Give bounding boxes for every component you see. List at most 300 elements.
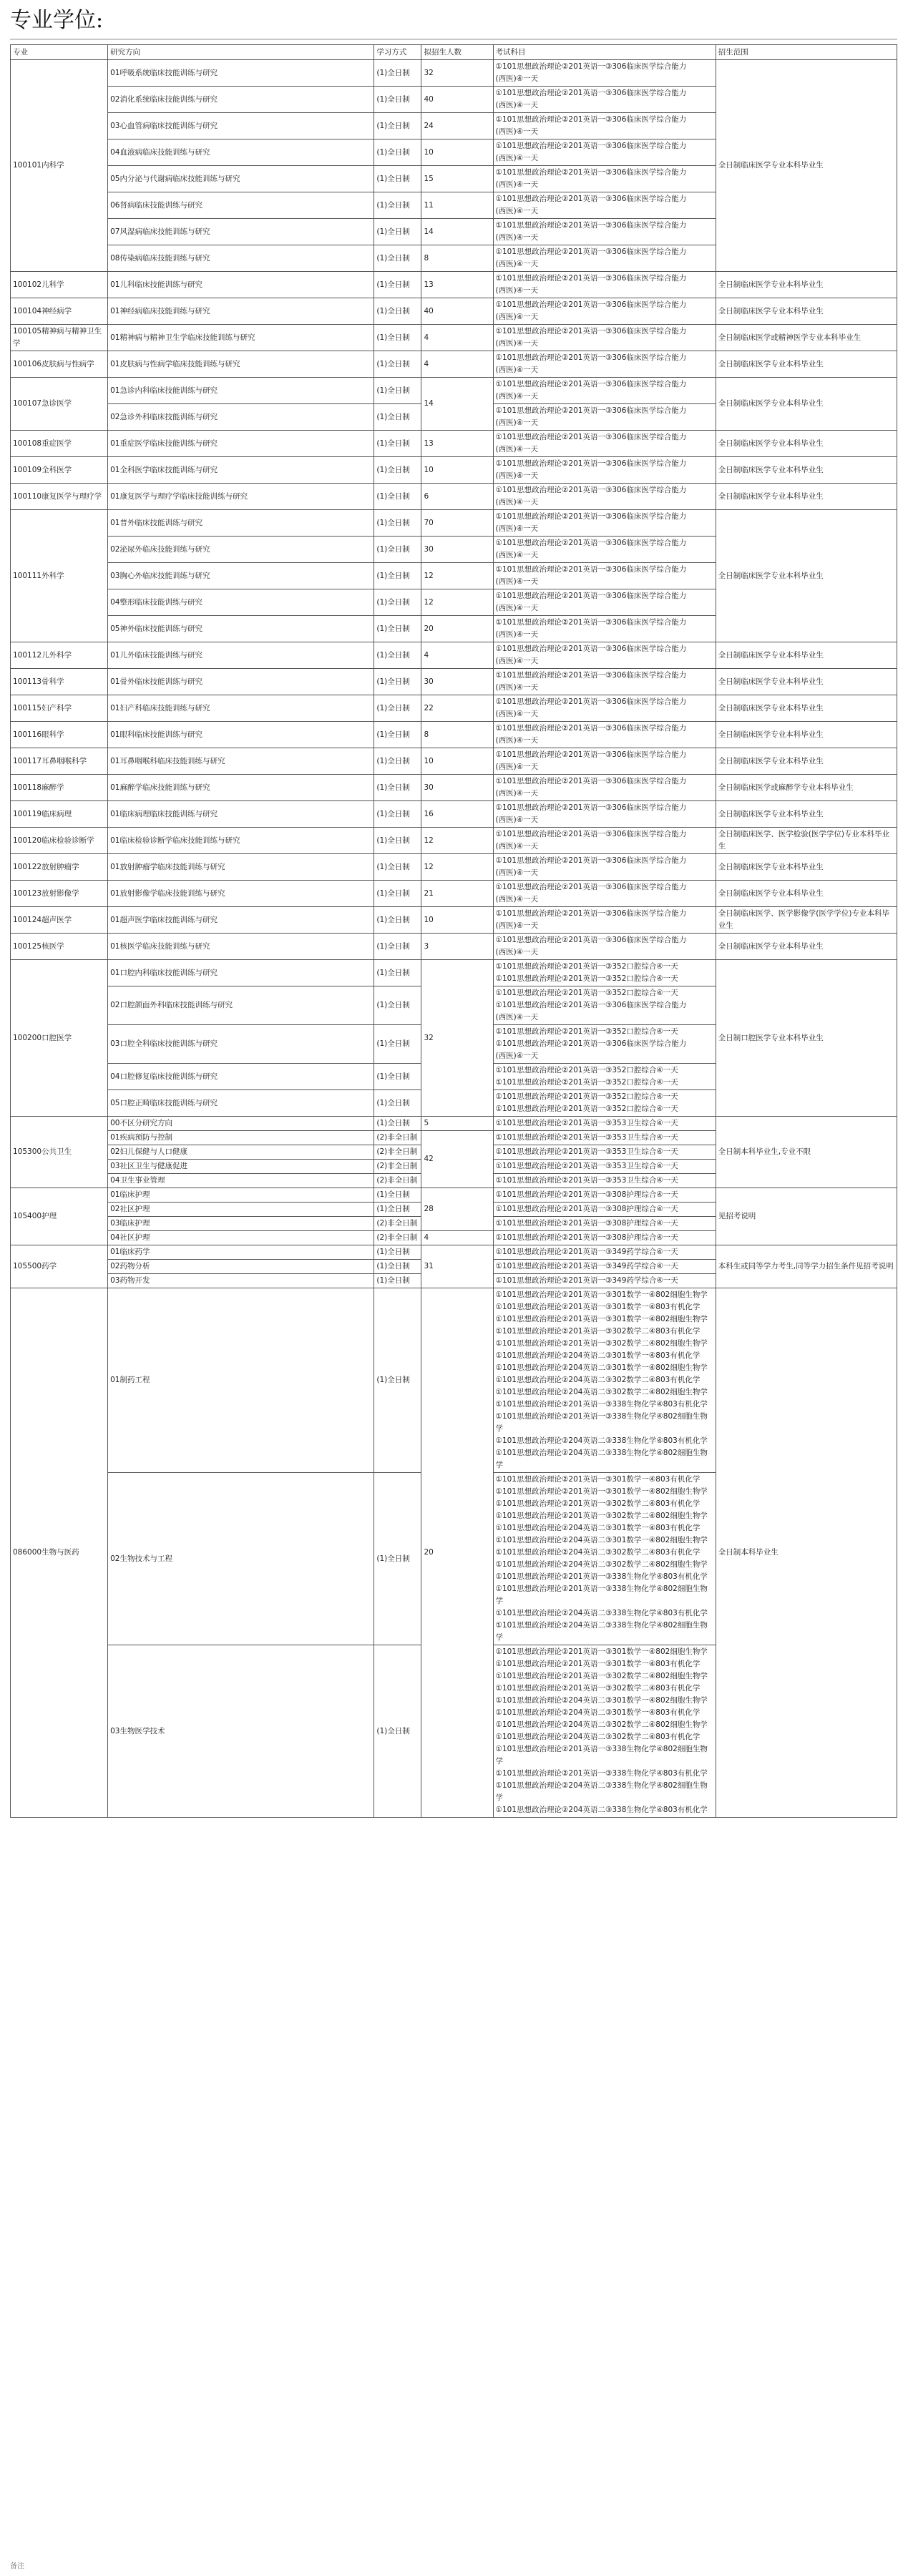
enrollment-scope-cell: 全日制本科毕业生 [716, 1288, 897, 1818]
exam-subject-line: ①101思想政治理论②201英语一③301数学一④803有机化学 [495, 1303, 700, 1311]
enrollment-scope-cell: 全日制临床医学专业本科毕业生 [716, 722, 897, 748]
direction-cell: 07风湿病临床技能训练与研究 [108, 219, 374, 245]
exam-subject-line: ①101思想政治理论②201英语一③306临床医学综合能力 [495, 221, 687, 230]
major-cell: 100107急诊医学 [11, 378, 108, 431]
direction-cell: 03口腔全科临床技能训练与研究 [108, 1025, 374, 1064]
study-mode-cell: (2)非全日制 [374, 1217, 421, 1231]
study-mode-cell: (1)全日制 [374, 1090, 421, 1117]
exam-subject-line: ①101思想政治理论②201英语一③353卫生综合④一天 [495, 1176, 678, 1185]
exam-subject-line: ①101思想政治理论②204英语二③302数学二④802细胞生物学 [495, 1560, 708, 1569]
exam-subject-line: ①101思想政治理论②201英语一③306临床医学综合能力 [495, 671, 687, 680]
table-row [11, 775, 897, 801]
enrollment-scope-cell: 本科生或同等学力考生,同等学力招生条件见招考说明 [716, 1245, 897, 1288]
quota-cell: 4 [421, 642, 493, 669]
exam-subjects-cell [493, 1145, 716, 1160]
direction-cell: 01妇产科临床技能训练与研究 [108, 695, 374, 722]
exam-subject-line: ①101思想政治理论②201英语一③306临床医学综合能力 [495, 539, 687, 547]
major-cell: 100115妇产科学 [11, 695, 108, 722]
study-mode-cell: (1)全日制 [374, 192, 421, 219]
study-mode-cell: (1)全日制 [374, 60, 421, 87]
quota-cell: 30 [421, 669, 493, 695]
exam-subjects-cell [493, 1174, 716, 1188]
quota-cell: 40 [421, 87, 493, 113]
quota-cell: 20 [421, 616, 493, 642]
direction-cell: 01耳鼻咽喉科临床技能训练与研究 [108, 748, 374, 775]
direction-cell: 02生物技术与工程 [108, 1473, 374, 1645]
exam-subjects-cell [493, 272, 716, 298]
table-row [11, 669, 897, 695]
exam-subject-line: (西医)④一天 [495, 948, 539, 956]
study-mode-cell: (1)全日制 [374, 457, 421, 484]
study-mode-cell: (2)非全日制 [374, 1174, 421, 1188]
exam-subject-line: ①101思想政治理论②201英语一③352口腔综合④一天 [495, 989, 678, 997]
quota-cell: 6 [421, 484, 493, 510]
exam-subject-line: ①101思想政治理论②201英语一③302数学二④802细胞生物学 [495, 1672, 708, 1680]
exam-subjects-cell [493, 669, 716, 695]
direction-cell: 01普外临床技能训练与研究 [108, 510, 374, 537]
study-mode-cell: (1)全日制 [374, 378, 421, 404]
exam-subject-line: (西医)④一天 [495, 789, 539, 798]
direction-cell: 01超声医学临床技能训练与研究 [108, 907, 374, 934]
exam-subject-line: ①101思想政治理论②201英语一③338生物化学④803有机化学 [495, 1400, 708, 1409]
exam-subjects-cell [493, 537, 716, 563]
table-row [11, 934, 897, 960]
exam-subject-line: (西医)④一天 [495, 1013, 539, 1022]
study-mode-cell: (1)全日制 [374, 616, 421, 642]
study-mode-cell: (1)全日制 [374, 298, 421, 325]
direction-cell: 01重症医学临床技能训练与研究 [108, 431, 374, 457]
direction-cell: 03心血管病临床技能训练与研究 [108, 113, 374, 139]
quota-cell: 5 [421, 1117, 493, 1131]
exam-subject-line: ①101思想政治理论②201英语一③306临床医学综合能力 [495, 565, 687, 574]
study-mode-cell: (1)全日制 [374, 589, 421, 616]
study-mode-cell: (1)全日制 [374, 960, 421, 986]
major-cell: 100122放射肿瘤学 [11, 854, 108, 881]
exam-subject-line: ①101思想政治理论②201英语一③353卫生综合④一天 [495, 1119, 678, 1127]
direction-cell: 02急诊外科临床技能训练与研究 [108, 404, 374, 431]
study-mode-cell: (1)全日制 [374, 986, 421, 1025]
study-mode-cell: (1)全日制 [374, 325, 421, 351]
quota-cell: 42 [421, 1131, 493, 1188]
direction-cell: 03胸心外临床技能训练与研究 [108, 563, 374, 589]
exam-subject-line: (西医)④一天 [495, 313, 539, 321]
major-cell: 100111外科学 [11, 510, 108, 642]
exam-subject-line: (西医)④一天 [495, 339, 539, 348]
exam-subjects-cell [493, 510, 716, 537]
enrollment-scope-cell: 全日制口腔医学专业本科毕业生 [716, 960, 897, 1117]
direction-cell: 01皮肤病与性病学临床技能训练与研究 [108, 351, 374, 378]
exam-subjects-cell [493, 1090, 716, 1117]
exam-subject-line: ①101思想政治理论②204英语二③301数学一④803有机化学 [495, 1351, 700, 1360]
exam-subject-line: ①101思想政治理论②201英语一③301数学一④802细胞生物学 [495, 1647, 708, 1656]
direction-cell: 01急诊内科临床技能训练与研究 [108, 378, 374, 404]
study-mode-cell: (1)全日制 [374, 563, 421, 589]
exam-subject-line: ①101思想政治理论②201英语一③306临床医学综合能力 [495, 803, 687, 812]
enrollment-scope-cell: 全日制临床医学、医学影像学(医学学位)专业本科毕业生 [716, 907, 897, 934]
direction-cell: 05内分泌与代谢病临床技能训练与研究 [108, 166, 374, 192]
exam-subjects-cell [493, 642, 716, 669]
exam-subject-line: ①101思想政治理论②201英语一③352口腔综合④一天 [495, 962, 678, 971]
direction-cell: 01临床病理临床技能训练与研究 [108, 801, 374, 828]
quota-cell: 14 [421, 378, 493, 431]
exam-subject-line: ①101思想政治理论②201英语一③306临床医学综合能力 [495, 380, 687, 388]
exam-subject-line: (西医)④一天 [495, 392, 539, 401]
exam-subject-line: ①101思想政治理论②201英语一③306临床医学综合能力 [495, 115, 687, 124]
study-mode-cell: (1)全日制 [374, 1117, 421, 1131]
quota-cell: 4 [421, 1231, 493, 1245]
major-cell: 100112儿外科学 [11, 642, 108, 669]
table-row [11, 854, 897, 881]
exam-subjects-cell [493, 325, 716, 351]
exam-subjects-cell [493, 60, 716, 87]
enrollment-scope-cell: 全日制临床医学专业本科毕业生 [716, 748, 897, 775]
direction-cell: 01麻醉学临床技能训练与研究 [108, 775, 374, 801]
exam-subject-line: (西医)④一天 [495, 736, 539, 745]
exam-subject-line: (西医)④一天 [495, 816, 539, 824]
exam-subject-line: ①101思想政治理论②201英语一③308护理综合④一天 [495, 1233, 678, 1242]
exam-subject-line: ①101思想政治理论②201英语一③306临床医学综合能力 [495, 909, 687, 918]
direction-cell: 03临床护理 [108, 1217, 374, 1231]
exam-subject-line: ①101思想政治理论②201英语一③306临床医学综合能力 [495, 168, 687, 177]
table-row [11, 378, 897, 404]
exam-subjects-cell [493, 1131, 716, 1145]
exam-subject-line: ①101思想政治理论②201英语一③306临床医学综合能力 [495, 142, 687, 150]
header-enrollment-scope: 招生范围 [716, 45, 897, 60]
exam-subject-line: ①101思想政治理论②201英语一③302数学二④802细胞生物学 [495, 1512, 708, 1520]
study-mode-cell: (2)非全日制 [374, 1160, 421, 1174]
table-row [11, 1288, 897, 1473]
study-mode-cell: (1)全日制 [374, 775, 421, 801]
exam-subject-line: ①101思想政治理论②204英语二③338生物化学④802细胞生物学 [495, 1621, 708, 1642]
exam-subjects-cell [493, 139, 716, 166]
table-row [11, 801, 897, 828]
table-row [11, 510, 897, 537]
study-mode-cell: (1)全日制 [374, 1203, 421, 1217]
exam-subject-line: (西医)④一天 [495, 445, 539, 454]
exam-subject-line: (西医)④一天 [495, 763, 539, 771]
direction-cell: 04社区护理 [108, 1231, 374, 1245]
direction-cell: 01儿科临床技能训练与研究 [108, 272, 374, 298]
quota-cell: 4 [421, 325, 493, 351]
exam-subject-line: ①101思想政治理论②201英语一③338生物化学④802细胞生物学 [495, 1412, 708, 1433]
direction-cell: 02药物分析 [108, 1260, 374, 1274]
exam-subject-line: ①101思想政治理论②204英语二③338生物化学④803有机化学 [495, 1806, 708, 1814]
exam-subject-line: ①101思想政治理论②201英语一③301数学一④802细胞生物学 [495, 1291, 708, 1299]
exam-subject-line: ①101思想政治理论②201英语一③306临床医学综合能力 [495, 486, 687, 494]
enrollment-scope-cell: 全日制临床医学专业本科毕业生 [716, 510, 897, 642]
study-mode-cell: (1)全日制 [374, 87, 421, 113]
study-mode-cell: (1)全日制 [374, 881, 421, 907]
title-divider [10, 39, 897, 40]
major-cell: 100117耳鼻咽喉科学 [11, 748, 108, 775]
major-cell: 100120临床检验诊断学 [11, 828, 108, 854]
exam-subject-line: ①101思想政治理论②201英语一③306临床医学综合能力 [495, 936, 687, 944]
quota-cell: 10 [421, 907, 493, 934]
major-cell: 100116眼科学 [11, 722, 108, 748]
major-cell: 100101内科学 [11, 60, 108, 272]
table-row [11, 272, 897, 298]
table-row [11, 960, 897, 986]
study-mode-cell: (1)全日制 [374, 1274, 421, 1288]
direction-cell: 02消化系统临床技能训练与研究 [108, 87, 374, 113]
header-major: 专业 [11, 45, 108, 60]
exam-subject-line: ①101思想政治理论②201英语一③302数学二④803有机化学 [495, 1499, 700, 1508]
study-mode-cell: (1)全日制 [374, 642, 421, 669]
study-mode-cell: (1)全日制 [374, 351, 421, 378]
header-study-mode: 学习方式 [374, 45, 421, 60]
exam-subject-line: (西医)④一天 [495, 630, 539, 639]
exam-subject-line: ①101思想政治理论②201英语一③352口腔综合④一天 [495, 1105, 678, 1113]
exam-subjects-cell [493, 801, 716, 828]
study-mode-cell: (1)全日制 [374, 669, 421, 695]
major-cell: 100102儿科学 [11, 272, 108, 298]
table-row [11, 881, 897, 907]
major-cell: 100125核医学 [11, 934, 108, 960]
exam-subjects-cell [493, 589, 716, 616]
study-mode-cell: (2)非全日制 [374, 1231, 421, 1245]
exam-subjects-cell [493, 1274, 716, 1288]
quota-cell: 20 [421, 1288, 493, 1818]
exam-subjects-cell [493, 1064, 716, 1090]
table-row [11, 1117, 897, 1131]
exam-subject-line: ①101思想政治理论②201英语一③306临床医学综合能力 [495, 645, 687, 653]
enrollment-scope-cell: 全日制临床医学或麻醉学专业本科毕业生 [716, 775, 897, 801]
exam-subject-line: (西医)④一天 [495, 524, 539, 533]
direction-cell: 01放射影像学临床技能训练与研究 [108, 881, 374, 907]
quota-cell: 3 [421, 934, 493, 960]
major-cell: 105500药学 [11, 1245, 108, 1288]
exam-subjects-cell [493, 748, 716, 775]
direction-cell: 01骨外临床技能训练与研究 [108, 669, 374, 695]
exam-subject-line: ①101思想政治理论②201英语一③306临床医学综合能力 [495, 327, 687, 336]
direction-cell: 01神经病临床技能训练与研究 [108, 298, 374, 325]
quota-cell: 16 [421, 801, 493, 828]
exam-subjects-cell [493, 484, 716, 510]
exam-subject-line: ①101思想政治理论②201英语一③308护理综合④一天 [495, 1190, 678, 1199]
exam-subjects-cell [493, 219, 716, 245]
direction-cell: 04卫生事业管理 [108, 1174, 374, 1188]
exam-subject-line: ①101思想政治理论②201英语一③306临床医学综合能力 [495, 592, 687, 600]
exam-subject-line: ①101思想政治理论②201英语一③301数学一④802细胞生物学 [495, 1487, 708, 1496]
enrollment-scope-cell: 全日制临床医学、医学检验(医学学位)专业本科毕业生 [716, 828, 897, 854]
exam-subject-line: ①101思想政治理论②204英语二③338生物化学④802细胞生物学 [495, 1781, 708, 1802]
direction-cell: 04整形临床技能训练与研究 [108, 589, 374, 616]
study-mode-cell: (2)非全日制 [374, 1145, 421, 1160]
table-row [11, 828, 897, 854]
direction-cell: 00不区分研究方向 [108, 1117, 374, 1131]
enrollment-scope-cell: 全日制临床医学专业本科毕业生 [716, 484, 897, 510]
enrollment-scope-cell: 全日制本科毕业生,专业不限 [716, 1117, 897, 1188]
major-cell: 100110康复医学与理疗学 [11, 484, 108, 510]
direction-cell: 08传染病临床技能训练与研究 [108, 245, 374, 272]
enrollment-scope-cell: 全日制临床医学专业本科毕业生 [716, 298, 897, 325]
exam-subject-line: ①101思想政治理论②201英语一③352口腔综合④一天 [495, 1078, 678, 1087]
quota-cell: 11 [421, 192, 493, 219]
exam-subjects-cell [493, 907, 716, 934]
exam-subject-line: ①101思想政治理论②204英语二③302数学二④803有机化学 [495, 1548, 700, 1557]
exam-subject-line: (西医)④一天 [495, 418, 539, 427]
table-row [11, 695, 897, 722]
exam-subjects-cell [493, 1188, 716, 1203]
enrollment-scope-cell: 全日制临床医学专业本科毕业生 [716, 272, 897, 298]
exam-subject-line: ①101思想政治理论②201英语一③301数学一④803有机化学 [495, 1475, 700, 1484]
exam-subject-line: ①101思想政治理论②201英语一③302数学二④803有机化学 [495, 1327, 700, 1336]
exam-subject-line: ①101思想政治理论②201英语一③301数学一④803有机化学 [495, 1660, 700, 1668]
exam-subjects-cell [493, 881, 716, 907]
major-cell: 086000生物与医药 [11, 1288, 108, 1818]
direction-cell: 01呼吸系统临床技能训练与研究 [108, 60, 374, 87]
exam-subjects-cell [493, 616, 716, 642]
exam-subject-line: ①101思想政治理论②204英语二③338生物化学④803有机化学 [495, 1609, 708, 1617]
major-cell: 100118麻醉学 [11, 775, 108, 801]
quota-cell: 15 [421, 166, 493, 192]
exam-subject-line: ①101思想政治理论②201英语一③306临床医学综合能力 [495, 248, 687, 256]
exam-subject-line: ①101思想政治理论②201英语一③306临床医学综合能力 [495, 195, 687, 203]
exam-subject-line: ①101思想政治理论②204英语二③301数学一④802细胞生物学 [495, 1696, 708, 1705]
quota-cell: 4 [421, 351, 493, 378]
exam-subject-line: (西医)④一天 [495, 921, 539, 930]
study-mode-cell: (1)全日制 [374, 404, 421, 431]
exam-subject-line: ①101思想政治理论②204英语二③302数学二④802细胞生物学 [495, 1388, 708, 1396]
table-row [11, 748, 897, 775]
exam-subject-line: ①101思想政治理论②204英语二③302数学二④803有机化学 [495, 1733, 700, 1741]
quota-cell: 40 [421, 298, 493, 325]
table-row [11, 431, 897, 457]
quota-cell: 10 [421, 139, 493, 166]
enrollment-scope-cell: 全日制临床医学专业本科毕业生 [716, 854, 897, 881]
exam-subject-line: (西医)④一天 [495, 604, 539, 612]
exam-subject-line: ①101思想政治理论②201英语一③306临床医学综合能力 [495, 1039, 687, 1048]
exam-subjects-cell [493, 1203, 716, 1217]
quota-cell: 32 [421, 60, 493, 87]
program-table [10, 44, 897, 1818]
enrollment-scope-cell: 见招考说明 [716, 1188, 897, 1245]
study-mode-cell: (2)非全日制 [374, 1131, 421, 1145]
exam-subject-line: ①101思想政治理论②201英语一③301数学一④802细胞生物学 [495, 1315, 708, 1323]
table-row [11, 457, 897, 484]
exam-subject-line: ①101思想政治理论②201英语一③352口腔综合④一天 [495, 1066, 678, 1074]
header-quota: 拟招生人数 [421, 45, 493, 60]
enrollment-scope-cell: 全日制临床医学专业本科毕业生 [716, 695, 897, 722]
exam-subject-line: ①101思想政治理论②204英语二③301数学一④802细胞生物学 [495, 1536, 708, 1544]
exam-subject-line: (西医)④一天 [495, 577, 539, 586]
table-row [11, 1245, 897, 1260]
study-mode-cell: (1)全日制 [374, 219, 421, 245]
exam-subject-line: ①101思想政治理论②201英语一③306临床医学综合能力 [495, 62, 687, 71]
table-row [11, 60, 897, 87]
exam-subject-line: (西医)④一天 [495, 101, 539, 109]
major-cell: 100106皮肤病与性病学 [11, 351, 108, 378]
study-mode-cell: (1)全日制 [374, 854, 421, 881]
exam-subject-line: ①101思想政治理论②201英语一③306临床医学综合能力 [495, 353, 687, 362]
study-mode-cell: (1)全日制 [374, 907, 421, 934]
study-mode-cell: (1)全日制 [374, 748, 421, 775]
exam-subject-line: ①101思想政治理论②201英语一③306临床医学综合能力 [495, 750, 687, 759]
exam-subjects-cell [493, 1160, 716, 1174]
exam-subject-line: ①101思想政治理论②204英语二③302数学二④802细胞生物学 [495, 1720, 708, 1729]
exam-subjects-cell [493, 1473, 716, 1645]
exam-subject-line: (西医)④一天 [495, 74, 539, 83]
major-cell: 100124超声医学 [11, 907, 108, 934]
direction-cell: 02口腔颌面外科临床技能训练与研究 [108, 986, 374, 1025]
direction-cell: 01全科医学临床技能训练与研究 [108, 457, 374, 484]
study-mode-cell: (1)全日制 [374, 801, 421, 828]
direction-cell: 06肾病临床技能训练与研究 [108, 192, 374, 219]
exam-subjects-cell [493, 1217, 716, 1231]
exam-subject-line: ①101思想政治理论②201英语一③306临床医学综合能力 [495, 512, 687, 521]
exam-subject-line: ①101思想政治理论②201英语一③306临床医学综合能力 [495, 883, 687, 891]
study-mode-cell: (1)全日制 [374, 828, 421, 854]
study-mode-cell: (1)全日制 [374, 510, 421, 537]
exam-subject-line: ①101思想政治理论②201英语一③306临床医学综合能力 [495, 433, 687, 441]
exam-subject-line: ①101思想政治理论②201英语一③306临床医学综合能力 [495, 300, 687, 309]
study-mode-cell: (1)全日制 [374, 1288, 421, 1473]
exam-subject-line: ①101思想政治理论②204英语二③302数学二④803有机化学 [495, 1376, 700, 1384]
exam-subject-line: (西医)④一天 [495, 260, 539, 268]
exam-subjects-cell [493, 404, 716, 431]
exam-subject-line: (西医)④一天 [495, 551, 539, 559]
major-cell: 105400护理 [11, 1188, 108, 1245]
exam-subject-line: ①101思想政治理论②201英语一③353卫生综合④一天 [495, 1162, 678, 1170]
study-mode-cell: (1)全日制 [374, 245, 421, 272]
enrollment-scope-cell: 全日制临床医学专业本科毕业生 [716, 934, 897, 960]
study-mode-cell: (1)全日制 [374, 272, 421, 298]
study-mode-cell: (1)全日制 [374, 695, 421, 722]
exam-subjects-cell [493, 986, 716, 1025]
major-cell: 100108重症医学 [11, 431, 108, 457]
direction-cell: 01放射肿瘤学临床技能训练与研究 [108, 854, 374, 881]
study-mode-cell: (1)全日制 [374, 537, 421, 563]
direction-cell: 01儿外临床技能训练与研究 [108, 642, 374, 669]
exam-subject-line: (西医)④一天 [495, 366, 539, 374]
exam-subject-line: ①101思想政治理论②201英语一③349药学综合④一天 [495, 1248, 678, 1256]
exam-subjects-cell [493, 563, 716, 589]
direction-cell: 02社区护理 [108, 1203, 374, 1217]
direction-cell: 01精神病与精神卫生学临床技能训练与研究 [108, 325, 374, 351]
exam-subject-line: (西医)④一天 [495, 233, 539, 242]
direction-cell: 02妇儿保健与人口健康 [108, 1145, 374, 1160]
enrollment-scope-cell: 全日制临床医学或精神医学专业本科毕业生 [716, 325, 897, 351]
major-cell: 100200口腔医学 [11, 960, 108, 1117]
table-header-row [11, 45, 897, 60]
major-cell: 100119临床病理 [11, 801, 108, 828]
exam-subject-line: (西医)④一天 [495, 842, 539, 851]
exam-subjects-cell [493, 1288, 716, 1473]
direction-cell: 04口腔修复临床技能训练与研究 [108, 1064, 374, 1090]
enrollment-scope-cell: 全日制临床医学专业本科毕业生 [716, 431, 897, 457]
direction-cell: 05口腔正畸临床技能训练与研究 [108, 1090, 374, 1117]
table-row [11, 351, 897, 378]
study-mode-cell: (1)全日制 [374, 113, 421, 139]
exam-subject-line: (西医)④一天 [495, 710, 539, 718]
quota-cell: 12 [421, 854, 493, 881]
exam-subject-line: ①101思想政治理论②201英语一③338生物化学④802细胞生物学 [495, 1745, 708, 1766]
quota-cell: 8 [421, 245, 493, 272]
exam-subjects-cell [493, 1245, 716, 1260]
exam-subjects-cell [493, 934, 716, 960]
enrollment-scope-cell: 全日制临床医学专业本科毕业生 [716, 351, 897, 378]
major-cell: 100104神经病学 [11, 298, 108, 325]
major-cell: 100113骨科学 [11, 669, 108, 695]
quota-cell: 12 [421, 563, 493, 589]
exam-subject-line: (西医)④一天 [495, 1052, 539, 1060]
quota-cell: 8 [421, 722, 493, 748]
table-row [11, 298, 897, 325]
enrollment-scope-cell: 全日制临床医学专业本科毕业生 [716, 801, 897, 828]
direction-cell: 01口腔内科临床技能训练与研究 [108, 960, 374, 986]
direction-cell: 01疾病预防与控制 [108, 1131, 374, 1145]
exam-subjects-cell [493, 960, 716, 986]
